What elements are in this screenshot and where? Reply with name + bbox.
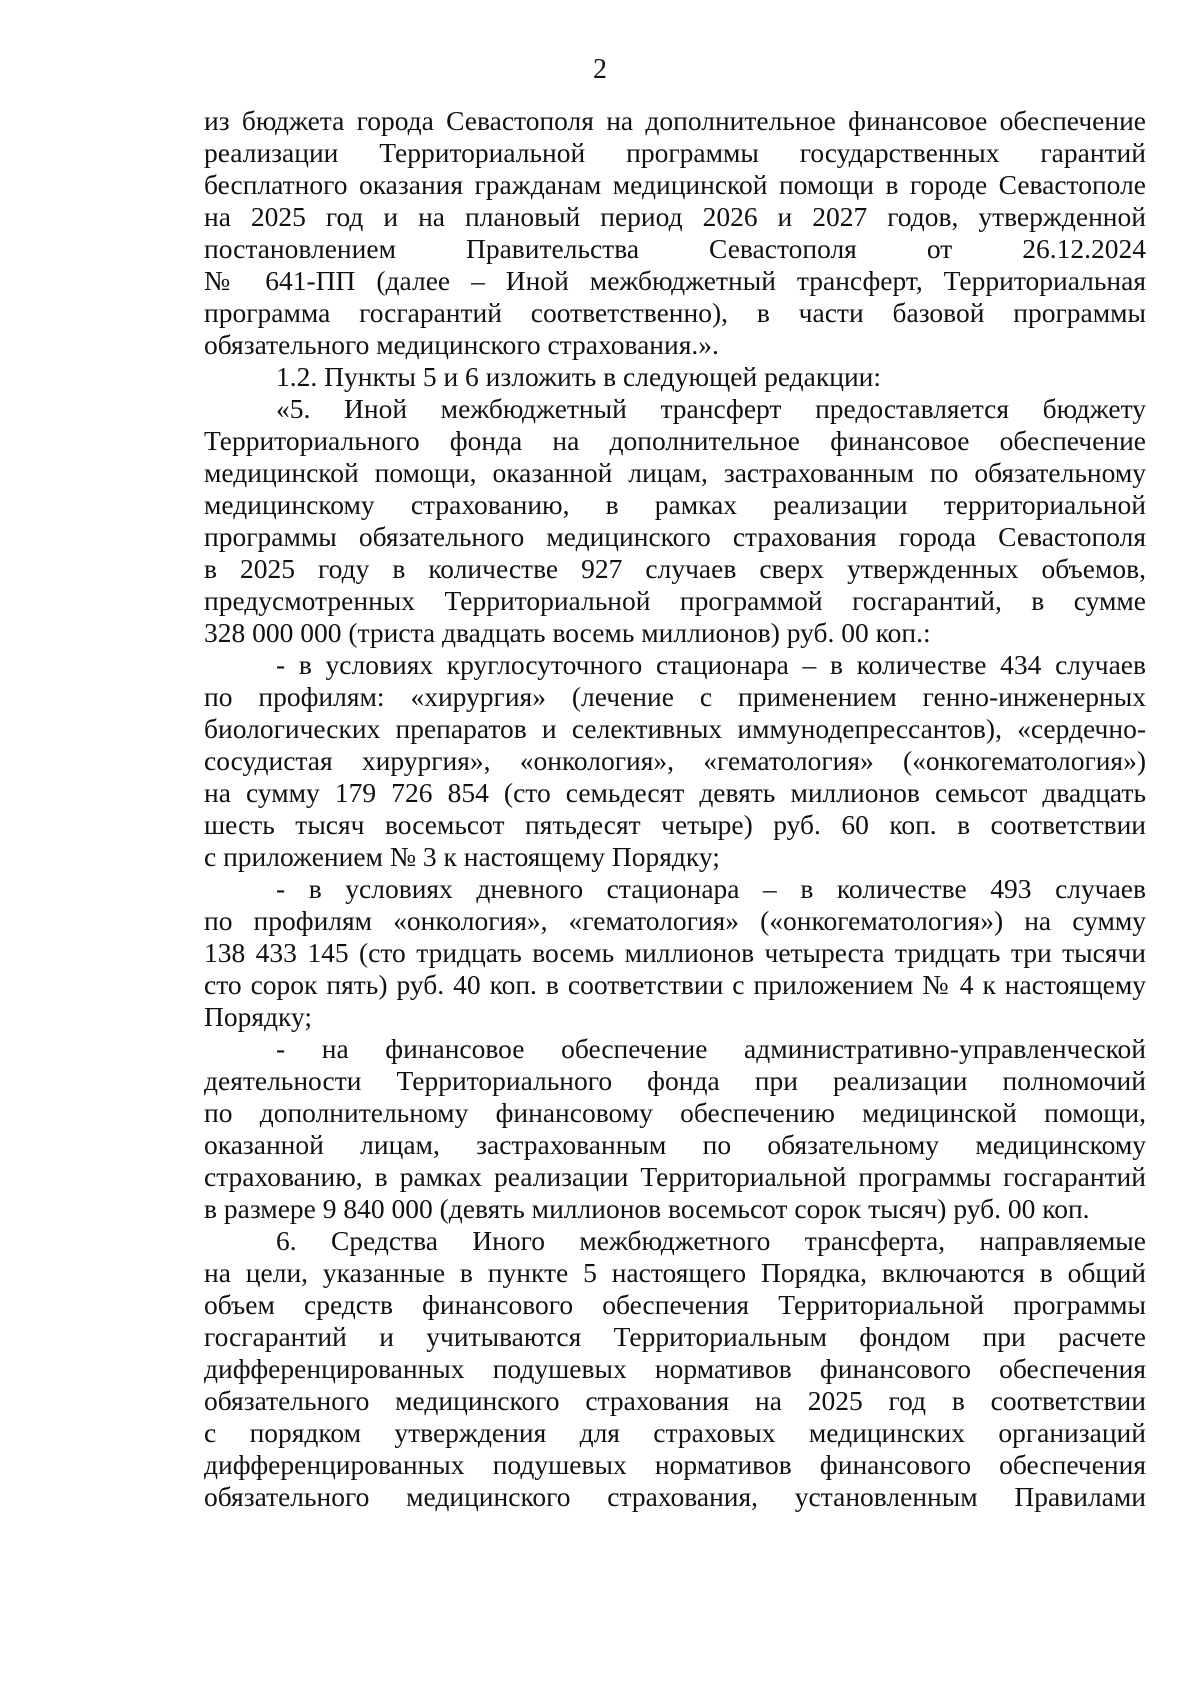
text-line: - в условиях круглосуточного стационара – в количестве 434 случаев — [276, 649, 1146, 680]
text-line: обязательного медицинского страхования.». — [204, 329, 719, 360]
text-line: программы обязательного медицинского страхования города Севастополя — [204, 521, 1146, 552]
text-line: на цели, указанные в пункте 5 настоящего Порядка, включаются в общий — [204, 1257, 1146, 1288]
text-line: шесть тысяч восемьсот пятьдесят четыре) руб. 60 коп. в соответствии — [204, 809, 1146, 840]
text-line: 1.2. Пункты 5 и 6 изложить в следующей редакции: — [276, 361, 882, 392]
text-line: обязательного медицинского страхования на 2025 год в соответствии — [204, 1385, 1146, 1416]
text-line: - в условиях дневного стационара – в количестве 493 случаев — [276, 873, 1146, 904]
text-line: с порядком утверждения для страховых медицинских организаций — [204, 1417, 1146, 1448]
text-line: по профилям «онкология», «гематология» («онкогематология») на сумму — [204, 905, 1146, 936]
text-line: из бюджета города Севастополя на дополнительное финансовое обеспечение — [204, 105, 1146, 136]
text-line: сосудистая хирургия», «онкология», «гематология» («онкогематология») — [204, 745, 1146, 776]
text-line: оказанной лицам, застрахованным по обязательному медицинскому — [204, 1129, 1146, 1160]
text-line: Порядку; — [204, 1001, 312, 1032]
text-line: по профилям: «хирургия» (лечение с применением генно-инженерных — [204, 681, 1146, 712]
text-line: страхованию, в рамках реализации Территориальной программы госгарантий — [204, 1161, 1146, 1192]
text-line: медицинскому страхованию, в рамках реализации территориальной — [204, 489, 1146, 520]
text-line: реализации Территориальной программы государственных гарантий — [204, 137, 1146, 168]
text-line: биологических препаратов и селективных иммунодепрессантов), «сердечно- — [204, 713, 1146, 744]
text-line: объем средств финансового обеспечения Территориальной программы — [204, 1289, 1146, 1320]
text-line: - на финансовое обеспечение административно-управленческой — [276, 1033, 1146, 1064]
text-line: дифференцированных подушевых нормативов финансового обеспечения — [204, 1449, 1146, 1480]
text-line: «5. Иной межбюджетный трансферт предоставляется бюджету — [276, 393, 1146, 424]
text-line: деятельности Территориального фонда при реализации полномочий — [204, 1065, 1146, 1096]
text-line: 6. Средства Иного межбюджетного трансферта, направляемые — [276, 1225, 1146, 1256]
text-line: медицинской помощи, оказанной лицам, застрахованным по обязательному — [204, 457, 1146, 488]
text-line: в размере 9 840 000 (девять миллионов восемьсот сорок тысяч) руб. 00 коп. — [204, 1193, 1090, 1224]
text-line: обязательного медицинского страхования, установленным Правилами — [204, 1481, 1146, 1512]
text-line: бесплатного оказания гражданам медицинской помощи в городе Севастополе — [204, 169, 1146, 200]
text-line: № 641-ПП (далее – Иной межбюджетный трансферт, Территориальная — [204, 265, 1146, 296]
text-line: Территориального фонда на дополнительное финансовое обеспечение — [204, 425, 1146, 456]
text-line: с приложением № 3 к настоящему Порядку; — [204, 841, 720, 872]
text-line: 138 433 145 (сто тридцать восемь миллионов четыреста тридцать три тысячи — [204, 937, 1146, 968]
text-line: программа госгарантий соответственно), в части базовой программы — [204, 297, 1146, 328]
text-line: в 2025 году в количестве 927 случаев сверх утвержденных объемов, — [204, 553, 1146, 584]
text-line: постановлением Правительства Севастополя от 26.12.2024 — [204, 233, 1146, 264]
text-line: дифференцированных подушевых нормативов финансового обеспечения — [204, 1353, 1146, 1384]
text-line: госгарантий и учитываются Территориальным фондом при расчете — [204, 1321, 1146, 1352]
text-line: по дополнительному финансовому обеспечению медицинской помощи, — [204, 1097, 1146, 1128]
text-line: 328 000 000 (триста двадцать восемь миллионов) руб. 00 коп.: — [204, 617, 931, 648]
text-line: на сумму 179 726 854 (сто семьдесят девять миллионов семьсот двадцать — [204, 777, 1146, 808]
text-line: на 2025 год и на плановый период 2026 и 2027 годов, утвержденной — [204, 201, 1146, 232]
text-line: предусмотренных Территориальной программой госгарантий, в сумме — [204, 585, 1146, 616]
text-line: сто сорок пять) руб. 40 коп. в соответствии с приложением № 4 к настоящему — [204, 969, 1146, 1000]
page-number: 2 — [593, 54, 607, 85]
